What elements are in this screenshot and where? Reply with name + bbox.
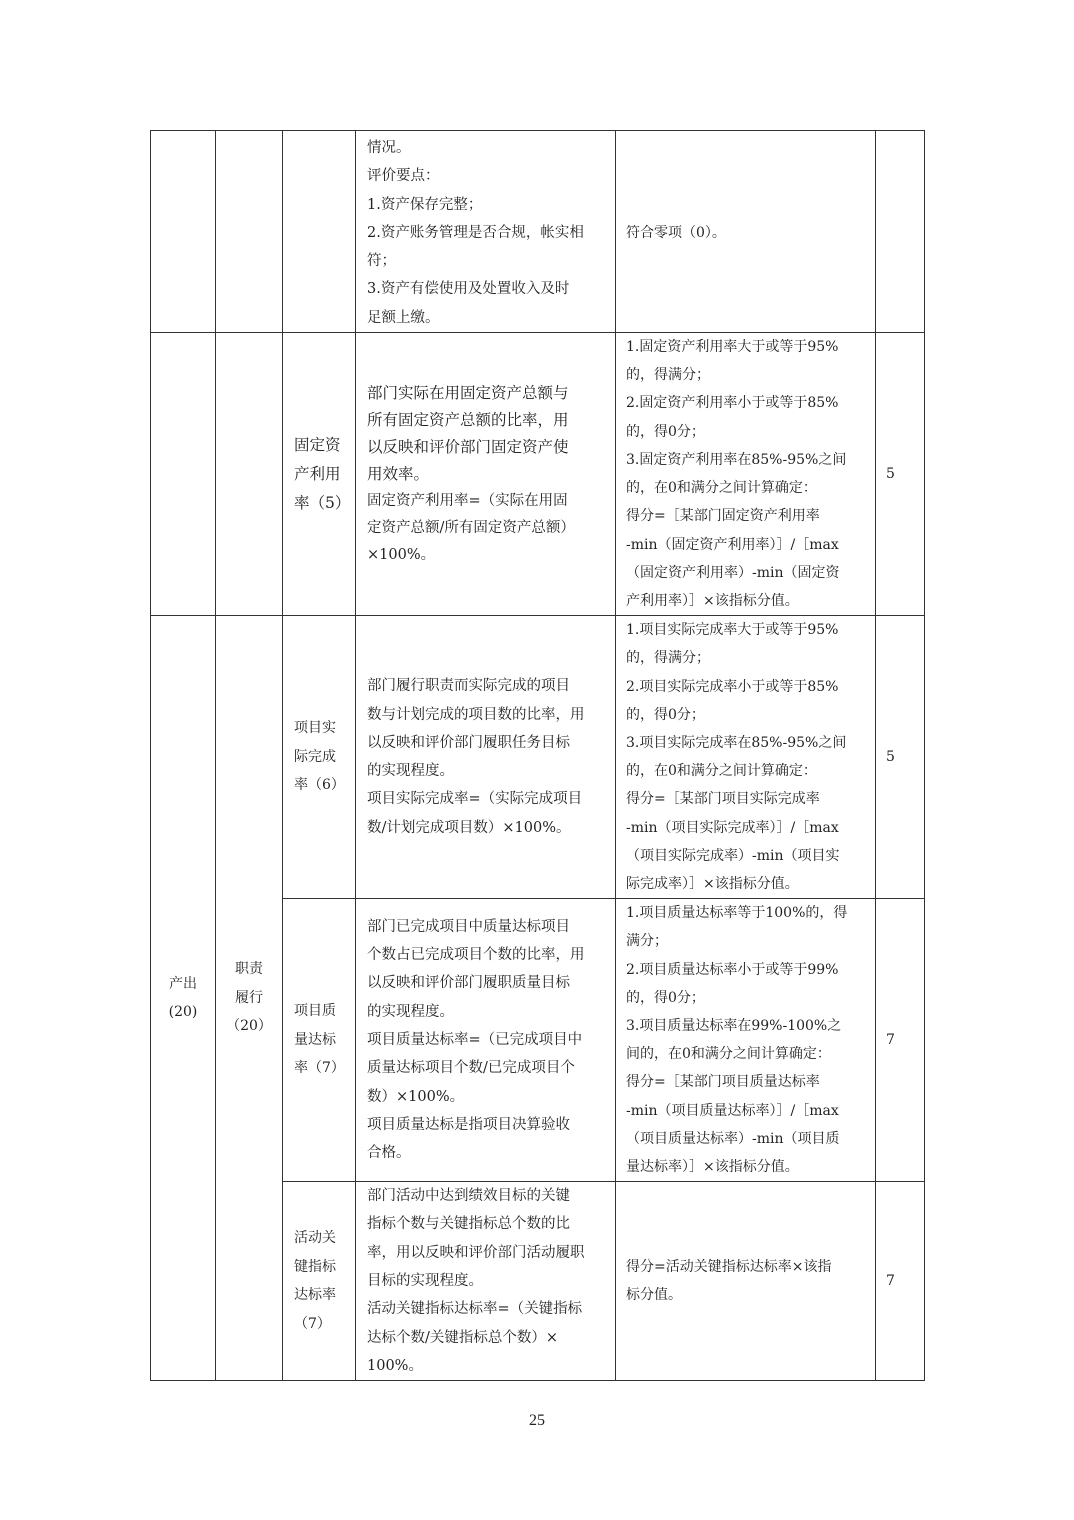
text-line: 固定资: [294, 435, 341, 454]
text-line: 数）×100%。: [367, 1088, 465, 1105]
score-cell: 7: [876, 899, 925, 1182]
text-line: 3.项目实际完成率在85%-95%之间: [626, 734, 847, 751]
explanation-cell: [356, 899, 616, 1182]
text-line: 间的，在0和满分之间计算确定：: [626, 1046, 831, 1063]
text-line: 1.项目质量达标率等于100%的，得: [626, 905, 848, 922]
text-line: （固定资产利用率）-min（固定资: [626, 564, 840, 581]
score-cell: [876, 131, 925, 333]
text-line: 固定资产利用率=（实际在用固: [367, 492, 568, 509]
text-line: 得分=［某部门项目实际完成率: [626, 791, 820, 808]
text-line: -min（项目质量达标率）］/［max: [626, 1102, 839, 1119]
text-line: 定资产总额/所有固定资产总额）: [367, 519, 575, 536]
level1-cell: [151, 616, 216, 1381]
explanation-cell: [356, 333, 616, 616]
text-line: 符合零项（0）。: [626, 224, 726, 241]
text-line: 部门已完成项目中质量达标项目: [367, 918, 570, 935]
text-line: 3.资产有偿使用及处置收入及时: [367, 281, 570, 298]
indicator-cell: [283, 333, 356, 616]
text-line: 部门实际在用固定资产总额与: [367, 383, 569, 402]
text-line: 合格。: [367, 1145, 411, 1162]
level2-cell: [216, 333, 283, 616]
text-line: 3.项目质量达标率在99%-100%之: [626, 1017, 842, 1034]
text-line: 2.固定资产利用率小于或等于85%: [626, 395, 839, 412]
text-line: 质量达标项目个数/已完成项目个: [367, 1060, 575, 1077]
text-line: （项目实际完成率）-min（项目实: [626, 847, 840, 864]
text-line: 足额上缴。: [367, 309, 440, 326]
level1-cell: [151, 131, 216, 333]
table-row: [151, 333, 925, 616]
page-number: 25: [529, 1412, 545, 1429]
evaluation-table: [150, 130, 925, 1381]
text-line: 3.固定资产利用率在85%-95%之间: [626, 451, 847, 468]
indicator-cell: [283, 131, 356, 333]
text-line: 项目质量达标率=（已完成项目中: [367, 1032, 583, 1048]
text-line: 1.固定资产利用率大于或等于95%: [626, 339, 839, 356]
text-line: 率（7）: [294, 1060, 345, 1077]
explanation-cell: [356, 1182, 616, 1381]
text-line: -min（项目实际完成率）］/［max: [626, 819, 839, 836]
text-line: 率（5）: [294, 493, 351, 512]
text-line: 符；: [367, 253, 396, 270]
text-line: 情况。: [367, 140, 411, 156]
text-line: 项目实际完成率=（实际完成项目: [367, 791, 583, 808]
text-line: 活动关键指标达标率=（关键指标: [367, 1301, 583, 1318]
text-line: 项目质量达标是指项目决算验收: [367, 1116, 570, 1133]
text-line: 活动关: [294, 1230, 336, 1247]
explanation-cell: [356, 131, 616, 333]
text-line: 率，用以反映和评价部门活动履职: [367, 1244, 585, 1261]
text-line: 数与计划完成的项目数的比率，用: [367, 706, 585, 723]
text-line: 的，在0和满分之间计算确定：: [626, 480, 817, 497]
indicator-cell: [283, 616, 356, 899]
text-line: 的，在0和满分之间计算确定：: [626, 763, 817, 780]
text-line: 得分=［某部门项目质量达标率: [626, 1074, 820, 1091]
text-line: 指标个数与关键指标总个数的比: [367, 1216, 570, 1233]
text-line: 际完成率）］×该指标分值。: [626, 875, 799, 892]
text-line: 1.资产保存完整；: [367, 196, 483, 213]
text-line: 得分=［某部门固定资产利用率: [626, 508, 820, 525]
text-line: 标分值。: [626, 1287, 682, 1304]
criteria-cell: [616, 1182, 876, 1381]
criteria-cell: [616, 899, 876, 1182]
table-row: [151, 616, 925, 899]
text-line: 际完成: [294, 748, 336, 765]
score-cell: 5: [876, 616, 925, 899]
text-line: （7）: [294, 1315, 331, 1332]
text-line: 100%。: [367, 1357, 423, 1374]
text-line: 用效率。: [367, 464, 430, 483]
level2-cell: [216, 616, 283, 1381]
text-line: 2.项目质量达标率小于或等于99%: [626, 961, 839, 978]
text-line: (20): [168, 1004, 198, 1021]
text-line: 的，得0分；: [626, 706, 705, 723]
text-line: 1.项目实际完成率大于或等于95%: [626, 622, 839, 639]
text-line: 的实现程度。: [367, 1003, 454, 1020]
text-line: 项目质: [294, 1003, 336, 1020]
criteria-cell: [616, 616, 876, 899]
text-line: 部门活动中达到绩效目标的关键: [367, 1188, 570, 1205]
text-line: 量达标率）］×该指标分值。: [626, 1158, 799, 1175]
text-line: 率（6）: [294, 777, 345, 794]
text-line: 职责: [235, 961, 263, 978]
text-line: ×100%。: [367, 546, 436, 563]
level2-cell: [216, 131, 283, 333]
level1-cell: [151, 333, 216, 616]
text-line: 满分；: [626, 933, 668, 950]
text-line: （项目质量达标率）-min（项目质: [626, 1130, 840, 1147]
indicator-cell: [283, 1182, 356, 1381]
text-line: 以反映和评价部门固定资产使: [367, 437, 569, 456]
text-line: 以反映和评价部门履职任务目标: [367, 734, 570, 751]
text-line: 产利用率）］×该指标分值。: [626, 592, 799, 609]
text-line: 项目实: [294, 720, 336, 737]
text-line: 得分=活动关键指标达标率×该指: [626, 1259, 832, 1275]
indicator-cell: [283, 899, 356, 1182]
text-line: 以反映和评价部门履职质量目标: [367, 975, 570, 992]
text-line: 产出: [169, 975, 197, 992]
text-line: 的，得满分；: [626, 367, 710, 384]
text-line: 所有固定资产总额的比率，用: [367, 410, 569, 429]
text-line: 2.资产账务管理是否合规，帐实相: [367, 224, 584, 241]
text-line: 的，得0分；: [626, 423, 705, 440]
text-line: 的，得0分；: [626, 989, 705, 1006]
table-row: [151, 131, 925, 333]
text-line: 数/计划完成项目数）×100%。: [367, 819, 571, 836]
criteria-cell: [616, 333, 876, 616]
text-line: （20）: [226, 1018, 272, 1035]
text-line: 2.项目实际完成率小于或等于85%: [626, 678, 839, 695]
explanation-cell: [356, 616, 616, 899]
text-line: 个数占已完成项目个数的比率，用: [367, 947, 585, 964]
text-line: 的实现程度。: [367, 763, 454, 780]
text-line: 达标率: [294, 1287, 336, 1304]
text-line: 目标的实现程度。: [367, 1273, 483, 1290]
text-line: -min（固定资产利用率）］/［max: [626, 536, 839, 553]
criteria-cell: [616, 131, 876, 333]
text-line: 部门履行职责而实际完成的项目: [367, 678, 570, 695]
text-line: 达标个数/关键指标总个数）×: [367, 1329, 559, 1346]
score-cell: 7: [876, 1182, 925, 1381]
text-line: 量达标: [294, 1031, 336, 1048]
score-cell: 5: [876, 333, 925, 616]
text-line: 产利用: [294, 464, 341, 483]
text-line: 评价要点：: [367, 168, 440, 185]
text-line: 的，得满分；: [626, 650, 710, 667]
text-line: 键指标: [294, 1258, 336, 1275]
text-line: 履行: [235, 989, 263, 1006]
